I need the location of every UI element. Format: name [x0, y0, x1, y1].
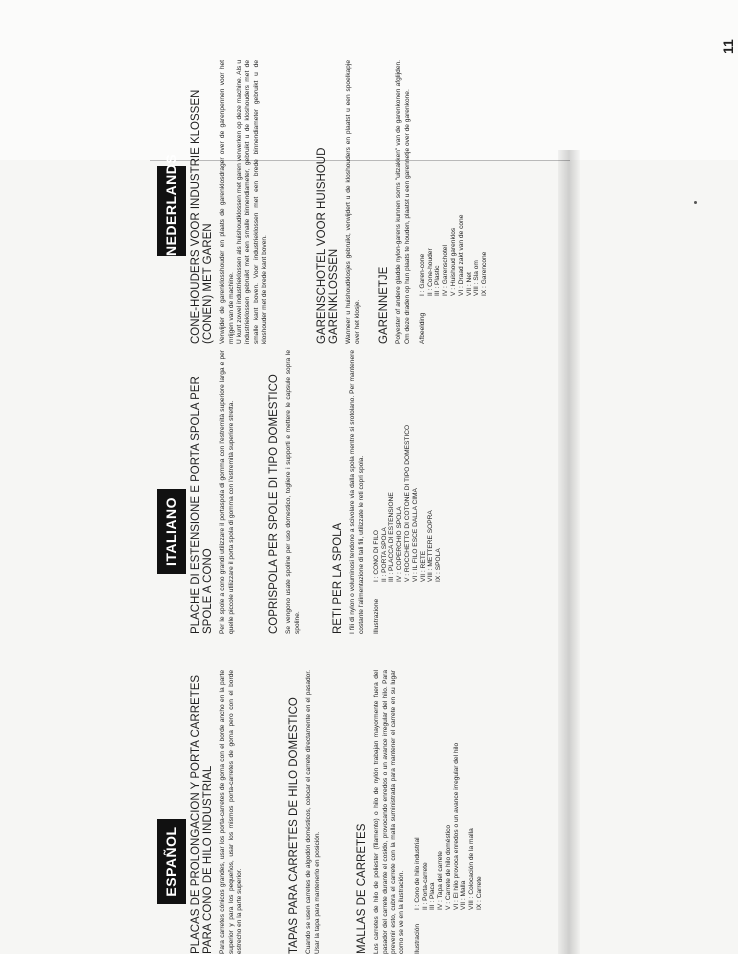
page-number: 11 [720, 39, 736, 54]
section-tapas [288, 670, 322, 954]
list-item: VII : RETE [419, 550, 427, 582]
section-garenschotel [316, 60, 362, 344]
list-label: Afbeelding [418, 312, 426, 344]
language-banner: NEDERLANDS [157, 166, 186, 256]
list-item: VI : El hilo provoca enredos o un avance irregular del hilo [452, 742, 460, 910]
section-text: Polyester of andere gladde nylon-garens kunnen soms "uitzakken" van de garenkonen afglijden. Om deze draden op hun plaats te houden, plaatst u een garennetje over de garenkone. [395, 60, 411, 344]
list-item: VIII : Colocación de la malla [468, 828, 476, 910]
section-title: RETI PER LA SPOLA [332, 522, 344, 634]
section-title: MALLAS DE CARRETES [356, 823, 368, 954]
section-text: Wanneer u huishoudklosjes gebruikt, verwijdert u de kloshouders en plaatst u een spoelkapje over het klosje. [345, 60, 361, 344]
illustration-list [419, 60, 489, 344]
section-text: Para carretes cónicos grandes, usar los porta-carretes de goma con el borde ancho en la parte superior y para los pequeños, usar los mismos porta-carretes de goma pero con el borde estrecho en la parte superior. [219, 670, 243, 954]
list-item: VI : IL FILO ESCE DALLA CIMA [411, 488, 419, 582]
list-item: VIII : METTERE SOPRA [427, 510, 435, 582]
language-banner: ITALIANO [157, 489, 186, 574]
section-title: GARENNETJE [378, 266, 390, 344]
list-item: III : Placa [429, 882, 437, 910]
section-text: Cuando se usen carretes de algodón domésticos, colocar el carrete directamente en el pasador. Usar la tapa para mantenerlo en posición. [305, 670, 321, 954]
section-title: PLACAS DE PROLONGACION Y PORTA CARRETES PARA CONO DE HILO INDUSTRIAL [190, 674, 215, 954]
section-text: Se vengono usate spoline per uso domestico, togliere i supporti e mettere le capsule sopra le spoline. [285, 350, 301, 634]
list-item: IX : Garencone [481, 251, 489, 296]
list-item: I : CONO DI FILO [372, 529, 380, 582]
list-item: IX : Carrete [475, 876, 483, 910]
list-item: I : Garen-cone [418, 253, 426, 296]
section-text: Los carretes de hilo de poliester (filamento) o hilo de nylón trabajan mayormente fuera del pasador del carrete durante el cosido, provocando enredos o un avance irregular del hilo. Para prevenir esto, cubra el carrete con la malla suministrada para mantener el carrete en su lugar como se ve en la ilustración. [373, 670, 406, 954]
section-title: GARENSCHOTEL VOOR HUISHOUD GARENKLOSSEN [316, 147, 341, 344]
list-item: II : Porta-carrete [421, 862, 429, 910]
section-title: CONE-HOUDERS VOOR INDUSTRIE KLOSSEN (CONEN) MET GAREN [190, 89, 215, 344]
section-placas [190, 670, 244, 954]
section-text: I fili di nylon o voluminosi tendono a scivolare via dalla spola mentre si srotolano. Per mantenere costante l'alimentazione di tali fili, utilizzate le reti copri spola. [349, 350, 365, 634]
section-coprispola [268, 350, 302, 634]
list-item: II : Cone-houder [426, 248, 434, 296]
list-item: VI : Draad zakt van de cone [457, 214, 465, 296]
section-text: Per le spole a cono grandi utilizzare il portaspola di gomma con l'estremità superiore larga e per quelle piccole utilizzare il porta spola di gomma con l'estremità superiore stretta. [219, 350, 235, 634]
list-item: V : ROCCHETTO DI COTONE DI TIPO DOMESTICO [404, 424, 411, 582]
section-title: PLACHE DI ESTENSIONE E PORTA SPOLA PER SPOLE A CONO [190, 376, 215, 634]
section-title: TAPAS PARA CARRETES DE HILO DOMESTICO [288, 697, 300, 954]
section-mallas [356, 670, 484, 954]
list-label: Illustrazione [372, 598, 380, 634]
section-plache [190, 350, 236, 634]
illustration-list [373, 350, 443, 634]
list-item: I : Cono de hilo industrial [413, 837, 421, 910]
illustration-list [414, 670, 484, 954]
section-garennetje [378, 60, 489, 344]
section-text: Verwijder de garenklosshouder en plaats de garenklosdrager over de garenpennen voor het mrijgen van de machine. U kunt zowel industrieklossen als huishoudklossen met garen verwerken op deze machine. Als u industrieklossen gebruikt met een smalle binnendiameter, gebruikt u de kloshouders met de smalle kant boven. Voor industrieklossen met een brede binnendiameter gebruikt u de kloshouder met de brede kant boven. [219, 60, 269, 344]
language-banner: ESPAÑOL [157, 819, 186, 904]
list-item: III : Plastic [434, 265, 442, 296]
section-cone-houders [190, 60, 270, 344]
list-item: V : Carrete de hilo doméstico [444, 824, 452, 910]
list-label: Ilustración [413, 923, 421, 954]
list-item: IV : Tapa del carrete [437, 851, 445, 910]
section-reti [332, 350, 443, 634]
list-item: V : Huishoud garenklos [450, 227, 457, 296]
list-item: VII : Net [465, 272, 473, 296]
list-item: VII : Malla [460, 880, 468, 910]
list-item: IV : Garenschotel [442, 245, 450, 296]
list-item: IX : SPOLA [435, 548, 443, 582]
section-title: COPRISPOLA PER SPOLE DI TIPO DOMESTICO [268, 374, 280, 634]
list-item: IV : COPERCHIO SPOLA [396, 506, 404, 582]
list-item: II : PORTA SPOLA [380, 527, 388, 582]
list-item: III : PLACCA DI ESTENSIONE [388, 492, 396, 582]
list-item: VIII : Sla om [473, 260, 481, 296]
